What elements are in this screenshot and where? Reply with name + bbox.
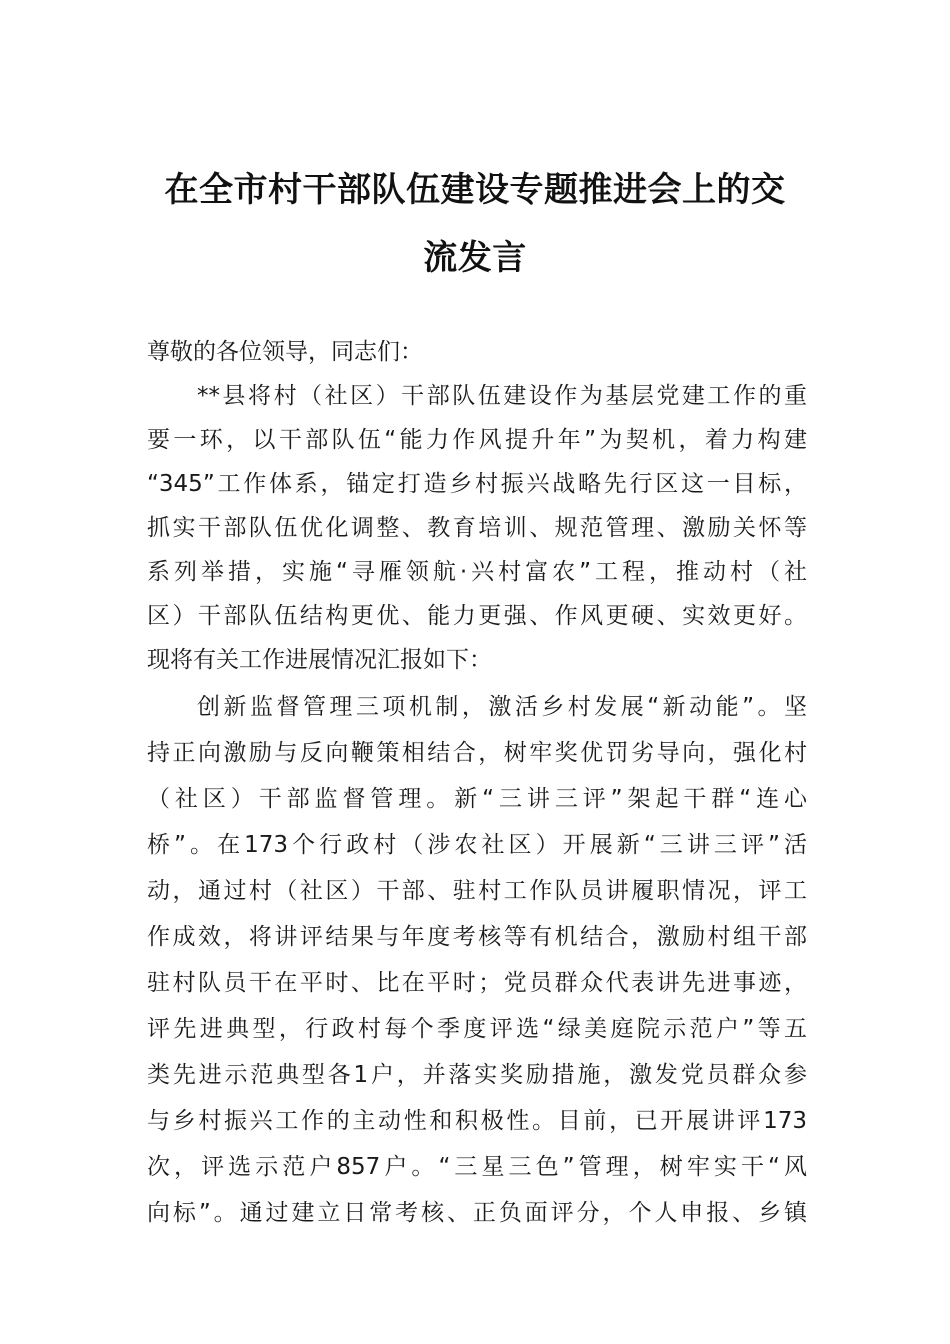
salutation: 尊敬的各位领导，同志们： (147, 339, 423, 365)
paragraph-2-line: 持正向激励与反向鞭策相结合，树牢奖优罚劣导向，强化村 (147, 740, 807, 766)
paragraph-2-line: 桥”。在173个行政村（涉农社区）开展新“三讲三评”活 (147, 832, 807, 858)
document-title-line-1: 在全市村干部队伍建设专题推进会上的交 (164, 170, 786, 210)
paragraph-1-line: “345”工作体系，锚定打造乡村振兴战略先行区这一目标， (147, 471, 807, 497)
document-title-line-2: 流发言 (423, 238, 527, 278)
paragraph-2-line: 与乡村振兴工作的主动性和积极性。目前，已开展讲评173 (147, 1108, 807, 1134)
paragraph-1-line: 抓实干部队伍优化调整、教育培训、规范管理、激励关怀等 (147, 515, 807, 541)
paragraph-2-line: 作成效，将讲评结果与年度考核等有机结合，激励村组干部 (147, 924, 807, 950)
paragraph-2-line: 评先进典型，行政村每个季度评选“绿美庭院示范户”等五 (147, 1016, 807, 1042)
paragraph-2-line: 次，评选示范户857户。“三星三色”管理，树牢实干“风 (147, 1154, 807, 1180)
paragraph-1-line: 系列举措，实施“寻雁领航·兴村富农”工程，推动村（社 (147, 559, 807, 585)
paragraph-1-line: 区）干部队伍结构更优、能力更强、作风更硬、实效更好。 (147, 603, 807, 629)
paragraph-2-line: 动，通过村（社区）干部、驻村工作队员讲履职情况，评工 (147, 878, 807, 904)
paragraph-2-line: 类先进示范典型各1户，并落实奖励措施，激发党员群众参 (147, 1062, 807, 1088)
paragraph-1-line: 现将有关工作进展情况汇报如下： (147, 647, 492, 673)
paragraph-2-line: （社区）干部监督管理。新“三讲三评”架起干群“连心 (147, 786, 807, 812)
paragraph-1-line: 要一环，以干部队伍“能力作风提升年”为契机，着力构建 (147, 427, 807, 453)
paragraph-2-line: 创新监督管理三项机制，激活乡村发展“新动能”。坚 (197, 694, 807, 720)
paragraph-2-line: 驻村队员干在平时、比在平时；党员群众代表讲先进事迹， (147, 970, 807, 996)
paragraph-1-line: **县将村（社区）干部队伍建设作为基层党建工作的重 (197, 383, 807, 409)
paragraph-2-line: 向标”。通过建立日常考核、正负面评分，个人申报、乡镇 (147, 1200, 807, 1226)
